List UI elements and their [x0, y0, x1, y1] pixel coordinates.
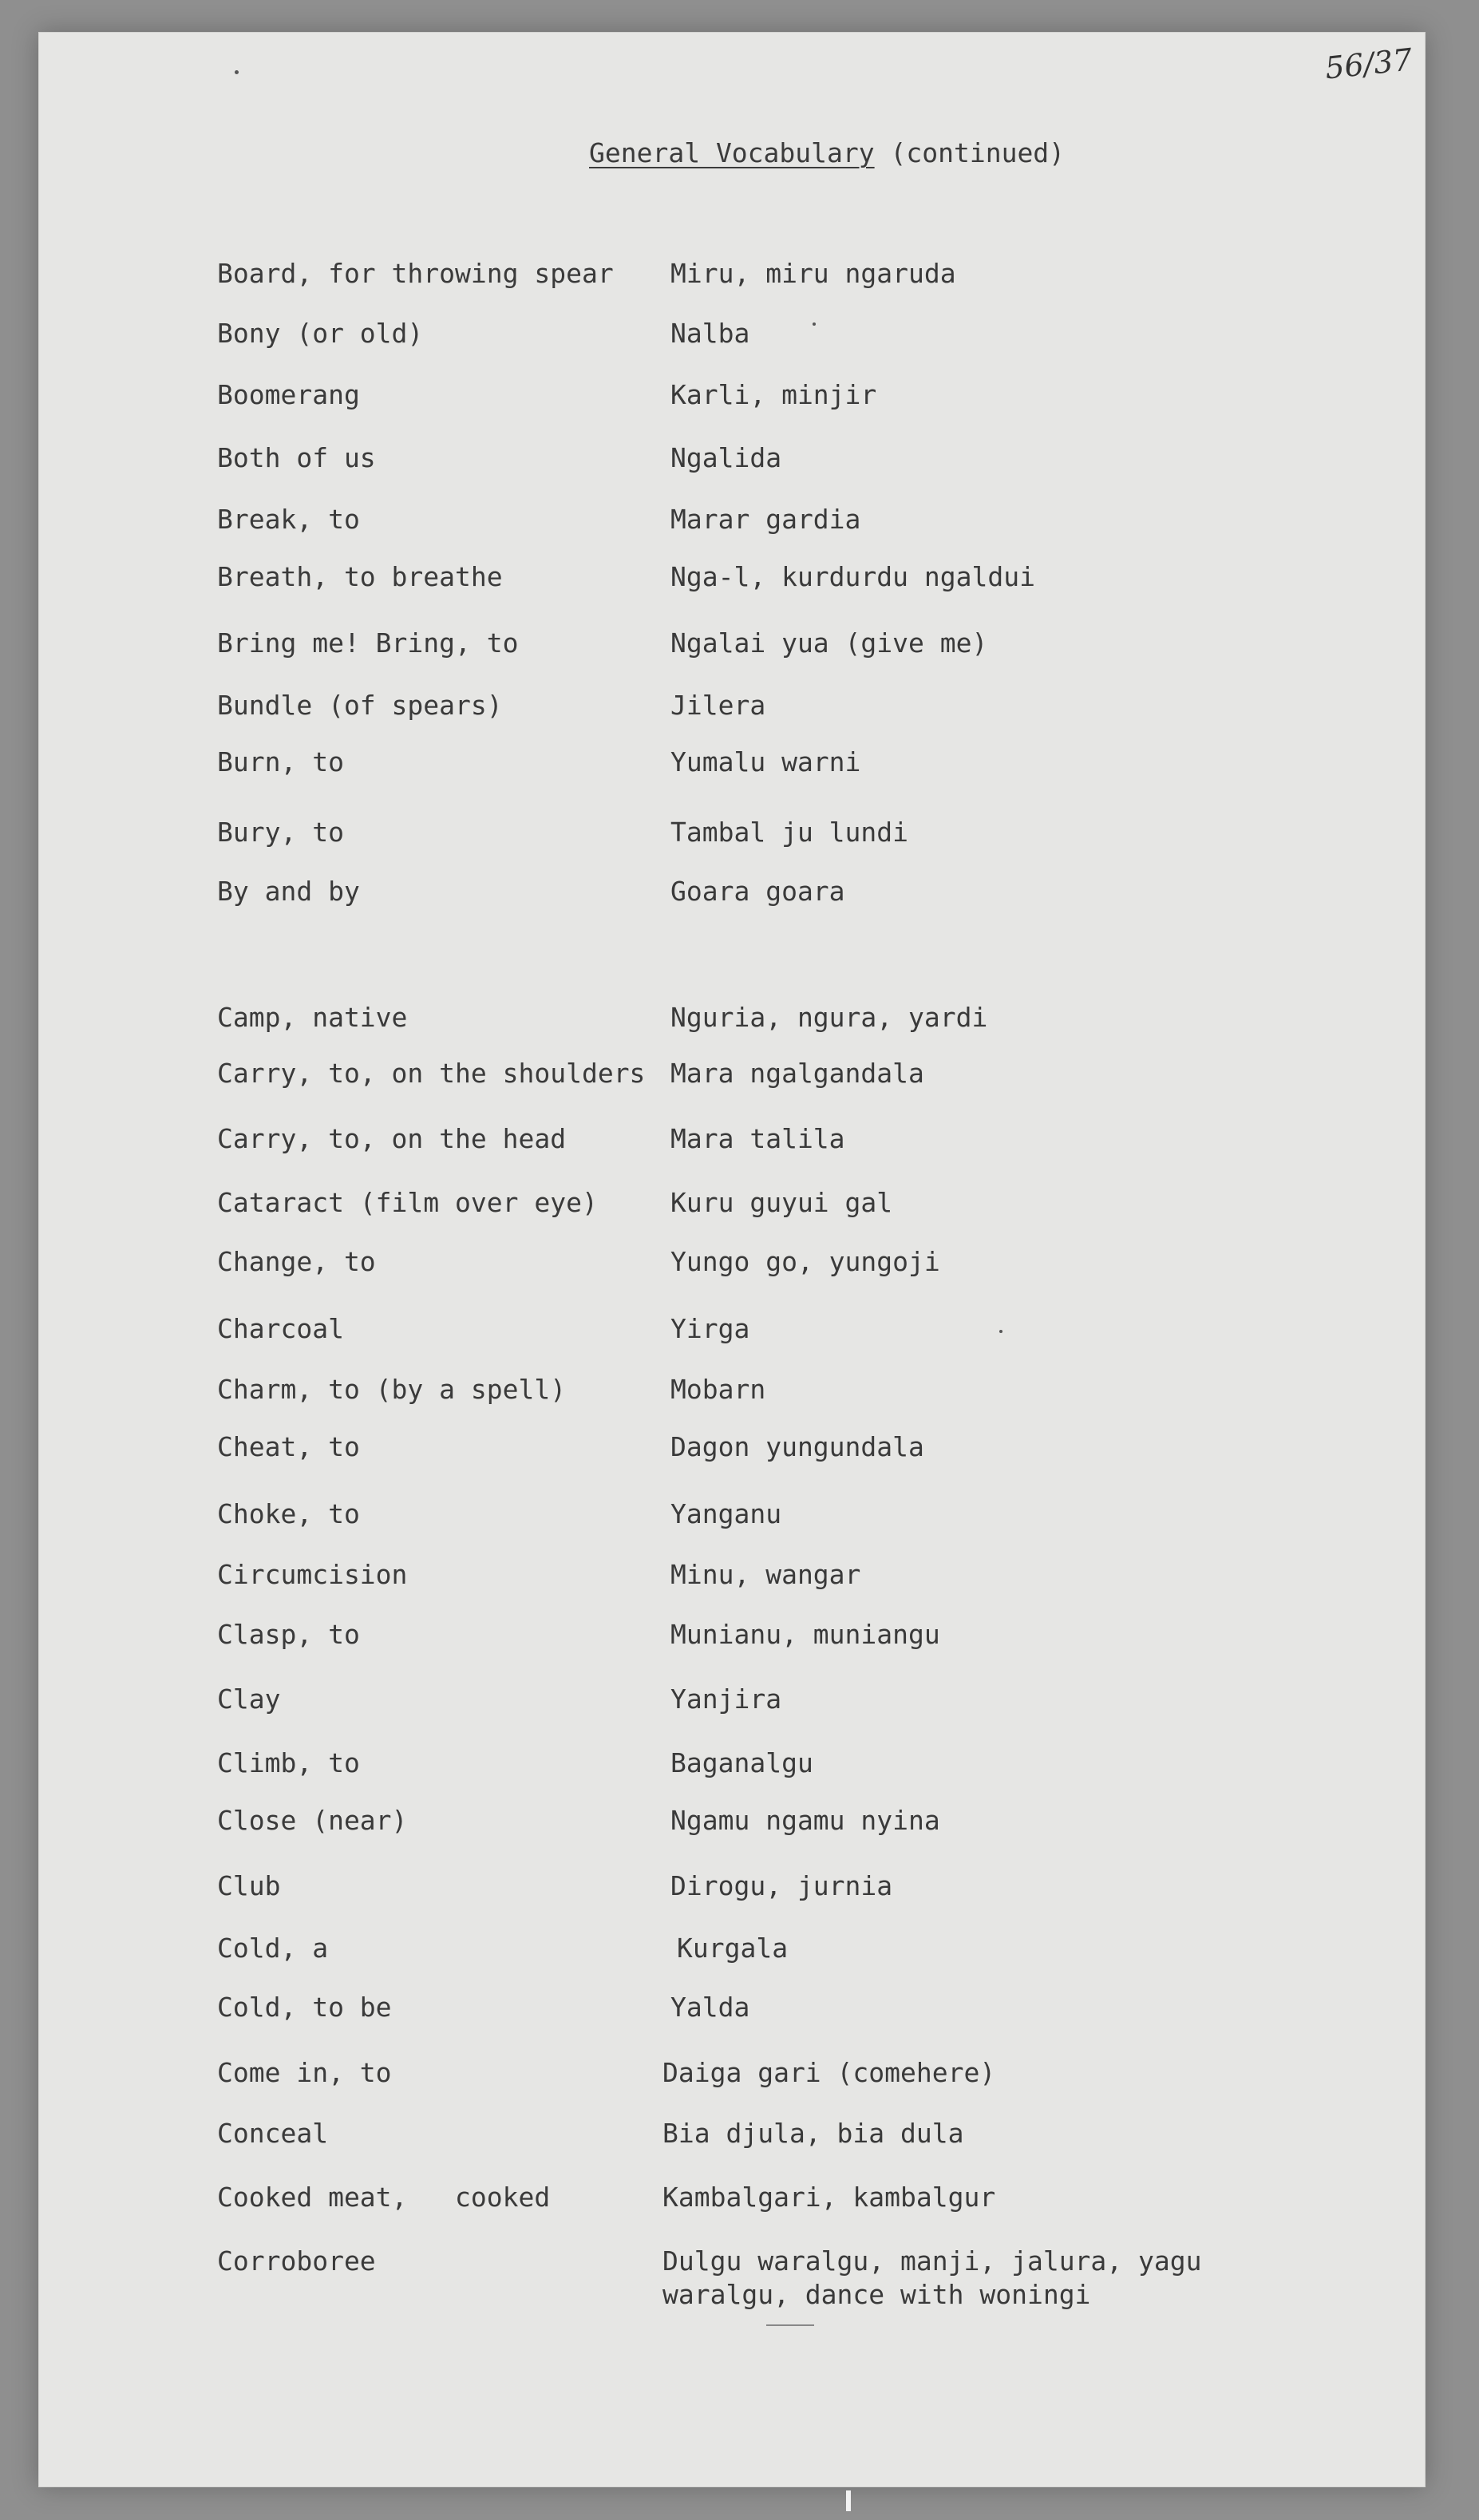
film-edge-mark [846, 2490, 851, 2511]
page-title [589, 137, 1065, 168]
entry-definition: Mara talila [670, 1123, 845, 1154]
entry-term: Change, to [217, 1246, 376, 1277]
pencil-mark [766, 2324, 814, 2326]
entry-definition: Jilera [670, 690, 766, 721]
entry-definition: Yumalu warni [670, 746, 861, 777]
title-suffix: (continued) [890, 137, 1066, 168]
entry-definition: Baganalgu [670, 1747, 813, 1778]
entry-term: Conceal [217, 2118, 329, 2149]
entry-term: Break, to [217, 504, 360, 535]
entry-definition: Nga-l, kurdurdu ngaldui [670, 561, 1035, 592]
vocab-entry [38, 875, 1426, 910]
entry-term: Carry, to, on the head [217, 1123, 567, 1154]
entry-definition: Dulgu waralgu, manji, jalura, yagu waralgu, dance with woningi [662, 2245, 1202, 2310]
entry-definition: Kambalgari, kambalgur [662, 2182, 996, 2213]
entry-term: Climb, to [217, 1747, 360, 1778]
vocab-entry [38, 503, 1426, 538]
entry-definition: Ngamu ngamu nyina [670, 1805, 940, 1836]
entry-term: Corroboree [217, 2245, 376, 2277]
vocab-entry [38, 378, 1426, 413]
entry-definition: Yirga [670, 1313, 750, 1344]
vocab-entry [38, 2181, 1426, 2216]
entry-definition: Mara ngalgandala [670, 1058, 924, 1089]
entry-definition: Mobarn [670, 1374, 766, 1405]
title-text: General Vocabulary [589, 137, 875, 168]
entry-definition: Karli, minjir [670, 379, 877, 410]
entry-term: Charm, to (by a spell) [217, 1374, 567, 1405]
entry-definition: Dirogu, jurnia [670, 1870, 893, 1901]
vocab-entry [38, 627, 1426, 662]
vocab-entry [38, 1932, 1426, 1967]
entry-definition: Bia djula, bia dula [662, 2118, 964, 2149]
ink-speck [813, 322, 816, 326]
vocab-entry [38, 1497, 1426, 1533]
vocab-entry [38, 257, 1426, 292]
ink-speck [999, 1330, 1002, 1333]
entry-definition: Yanganu [670, 1498, 782, 1529]
entry-definition: Ngalida [670, 442, 782, 473]
entry-definition: Kuru guyui gal [670, 1187, 893, 1218]
vocab-entry [38, 560, 1426, 595]
entry-term: Camp, native [217, 1002, 408, 1033]
entry-term: Club [217, 1870, 281, 1901]
entry-term: Cold, a [217, 1933, 329, 1964]
entry-term: Clay [217, 1683, 281, 1715]
vocab-entry [38, 1430, 1426, 1466]
vocab-entry [38, 746, 1426, 781]
vocab-entry [38, 689, 1426, 724]
entry-definition: Dagon yungundala [670, 1431, 924, 1462]
entry-definition: Miru, miru ngaruda [670, 258, 956, 289]
vocab-entry [38, 1991, 1426, 2026]
entry-term: Bring me! Bring, to [217, 627, 519, 659]
entry-definition: Nguria, ngura, yardi [670, 1002, 988, 1033]
document-page [38, 32, 1426, 2487]
entry-term: Burn, to [217, 746, 344, 777]
ink-speck [235, 70, 239, 74]
entry-term: Circumcision [217, 1559, 408, 1590]
entry-term: Both of us [217, 442, 376, 473]
entry-definition: Yanjira [670, 1683, 782, 1715]
vocab-entry [38, 441, 1426, 477]
vocab-entry [38, 816, 1426, 851]
entry-term: Cataract (film over eye) [217, 1187, 598, 1218]
vocab-entry [38, 1804, 1426, 1839]
entry-term: Boomerang [217, 379, 360, 410]
entry-term: Charcoal [217, 1313, 344, 1344]
entry-definition: Kurgala [677, 1933, 789, 1964]
vocab-entry [38, 1558, 1426, 1593]
entry-definition: Yungo go, yungoji [670, 1246, 940, 1277]
entry-term: Come in, to [217, 2057, 392, 2088]
vocab-entry [38, 1373, 1426, 1408]
vocab-entry [38, 2117, 1426, 2152]
entry-definition: Nalba [670, 318, 750, 349]
entry-term: Cooked meat, cooked [217, 2182, 551, 2213]
page-number: 56/37 [1323, 42, 1414, 86]
entry-term: Clasp, to [217, 1619, 360, 1650]
entry-definition: Munianu, muniangu [670, 1619, 940, 1650]
entry-term: Bury, to [217, 817, 344, 848]
vocab-entry [38, 1747, 1426, 1782]
entry-definition: Tambal ju lundi [670, 817, 909, 848]
entry-term: Bundle (of spears) [217, 690, 503, 721]
vocab-entry [38, 2056, 1426, 2091]
vocab-entry [38, 1869, 1426, 1905]
entry-term: Choke, to [217, 1498, 360, 1529]
entry-term: Board, for throwing spear [217, 258, 614, 289]
vocab-entry [38, 1683, 1426, 1718]
entry-term: Close (near) [217, 1805, 408, 1836]
vocab-entry [38, 1001, 1426, 1036]
entry-definition: Goara goara [670, 876, 845, 907]
vocab-entry [38, 1186, 1426, 1221]
vocab-entry [38, 1245, 1426, 1280]
entry-term: Cheat, to [217, 1431, 360, 1462]
vocab-entry [38, 1618, 1426, 1653]
entry-term: By and by [217, 876, 360, 907]
entry-term: Breath, to breathe [217, 561, 503, 592]
entry-term: Cold, to be [217, 1992, 392, 2023]
vocab-entry [38, 317, 1426, 352]
vocab-entry [38, 2245, 1426, 2316]
vocab-entry [38, 1122, 1426, 1157]
entry-definition: Ngalai yua (give me) [670, 627, 988, 659]
entry-term: Bony (or old) [217, 318, 424, 349]
entry-term: Carry, to, on the shoulders [217, 1058, 646, 1089]
entry-definition: Minu, wangar [670, 1559, 861, 1590]
vocab-entry [38, 1057, 1426, 1092]
entry-definition: Marar gardia [670, 504, 861, 535]
vocab-entry [38, 1312, 1426, 1347]
entry-definition: Yalda [670, 1992, 750, 2023]
entry-definition: Daiga gari (comehere) [662, 2057, 996, 2088]
